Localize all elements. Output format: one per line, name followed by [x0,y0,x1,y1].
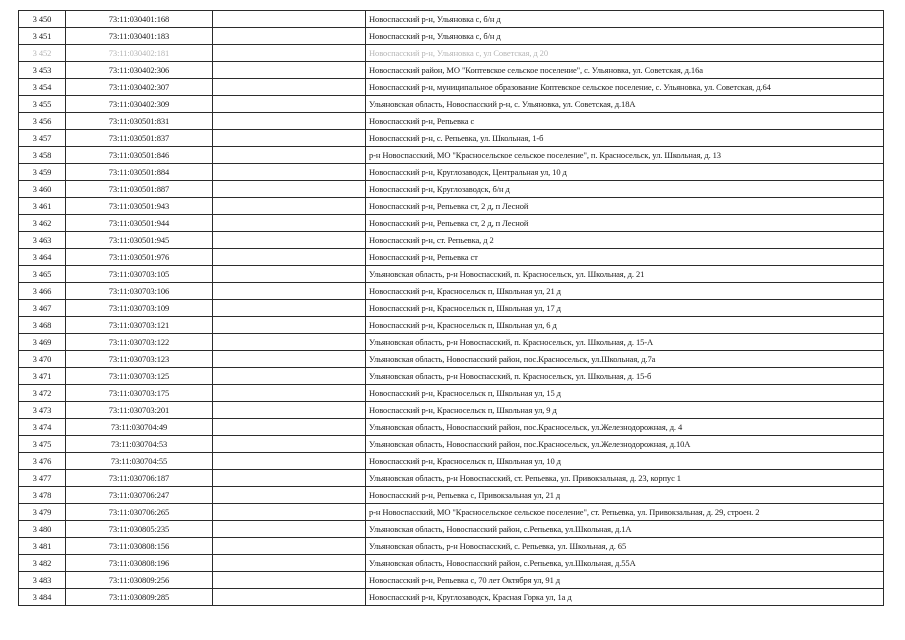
table-row [19,11,884,28]
address-cell: Ульяновская область, Новоспасский район, пос.Красносельск, ул.Школьная, д.7а [366,351,884,368]
cadastral-number-cell: 73:11:030703:123 [66,351,213,368]
table-row [19,504,884,521]
address-cell: Новоспасский р-н, Красносельск п, Школьная ул, 6 д [366,317,884,334]
address-cell: Новоспасский р-н, Круглозаводск, б/н д [366,181,884,198]
cadastral-number-cell: 73:11:030703:106 [66,283,213,300]
address-cell: Новоспасский р-н, муниципальное образование Коптевское сельское поселение, с. Ульяновка, ул. Советская, д.64 [366,79,884,96]
row-number-cell: 3 468 [19,317,66,334]
address-cell: Ульяновская область, р-н Новоспасский, ст. Репьевка, ул. Привокзальная, д. 23, корпус 1 [366,470,884,487]
empty-cell [213,28,366,45]
row-number-cell: 3 475 [19,436,66,453]
row-number-cell: 3 473 [19,402,66,419]
address-cell: Новоспасский р-н, Красносельск п, Школьная ул, 9 д [366,402,884,419]
empty-cell [213,436,366,453]
row-number-cell: 3 481 [19,538,66,555]
row-number-cell: 3 477 [19,470,66,487]
cadastral-number-cell: 73:11:030703:201 [66,402,213,419]
row-number-cell: 3 465 [19,266,66,283]
empty-cell [213,385,366,402]
table-row [19,402,884,419]
table-row [19,368,884,385]
cadastral-number-cell: 73:11:030501:884 [66,164,213,181]
empty-cell [213,334,366,351]
table-row [19,453,884,470]
address-cell: Новоспасский р-н, Репьевка с [366,113,884,130]
address-cell: Новоспасский р-н, Красносельск п, Школьная ул, 17 д [366,300,884,317]
empty-cell [213,147,366,164]
empty-cell [213,538,366,555]
address-cell: Ульяновская область, р-н Новоспасский, п. Красносельск, ул. Школьная, д. 21 [366,266,884,283]
empty-cell [213,113,366,130]
address-cell: Ульяновская область, р-н Новоспасский, п. Красносельск, ул. Школьная, д. 15-б [366,368,884,385]
table-row [19,351,884,368]
cadastral-number-cell: 73:11:030704:49 [66,419,213,436]
empty-cell [213,11,366,28]
empty-cell [213,317,366,334]
cadastral-number-cell: 73:11:030706:247 [66,487,213,504]
table-row [19,130,884,147]
table-row [19,300,884,317]
cadastral-number-cell: 73:11:030501:944 [66,215,213,232]
table-row [19,266,884,283]
cadastral-number-cell: 73:11:030402:306 [66,62,213,79]
address-cell: Новоспасский р-н, Красносельск п, Школьная ул, 21 д [366,283,884,300]
address-cell: р-н Новоспасский, МО "Красносельское сельское поселение", п. Красносельск, ул. Школьная, д. 13 [366,147,884,164]
cadastral-number-cell: 73:11:030402:181 [66,45,213,62]
row-number-cell: 3 482 [19,555,66,572]
empty-cell [213,215,366,232]
row-number-cell: 3 462 [19,215,66,232]
cadastral-number-cell: 73:11:030706:265 [66,504,213,521]
address-cell: Новоспасский р-н, Красносельск п, Школьная ул, 10 д [366,453,884,470]
row-number-cell: 3 451 [19,28,66,45]
row-number-cell: 3 452 [19,45,66,62]
table-row [19,334,884,351]
empty-cell [213,521,366,538]
empty-cell [213,232,366,249]
address-cell: Новоспасский р-н, ст. Репьевка, д 2 [366,232,884,249]
table-row [19,555,884,572]
row-number-cell: 3 466 [19,283,66,300]
cadastral-number-cell: 73:11:030808:156 [66,538,213,555]
empty-cell [213,300,366,317]
cadastral-number-cell: 73:11:030501:887 [66,181,213,198]
property-registry-table [18,10,884,606]
row-number-cell: 3 457 [19,130,66,147]
address-cell: Новоспасский р-н, Ульяновка с, б/н д [366,11,884,28]
cadastral-number-cell: 73:11:030401:183 [66,28,213,45]
cadastral-number-cell: 73:11:030501:943 [66,198,213,215]
row-number-cell: 3 455 [19,96,66,113]
address-cell: Новоспасский р-н, Репьевка с, 70 лет Октября ул, 91 д [366,572,884,589]
row-number-cell: 3 474 [19,419,66,436]
row-number-cell: 3 453 [19,62,66,79]
row-number-cell: 3 458 [19,147,66,164]
row-number-cell: 3 454 [19,79,66,96]
cadastral-number-cell: 73:11:030501:837 [66,130,213,147]
address-cell: Новоспасский р-н, Репьевка с, Привокзальная ул, 21 д [366,487,884,504]
address-cell: Ульяновская область, р-н Новоспасский, п. Красносельск, ул. Школьная, д. 15-А [366,334,884,351]
cadastral-number-cell: 73:11:030703:105 [66,266,213,283]
cadastral-number-cell: 73:11:030704:55 [66,453,213,470]
table-row [19,487,884,504]
table-row [19,572,884,589]
registry-sheet [18,10,884,606]
table-row [19,198,884,215]
cadastral-number-cell: 73:11:030501:831 [66,113,213,130]
address-cell: Ульяновская область, Новоспасский район, пос.Красносельск, ул.Железнодорожная, д.10А [366,436,884,453]
row-number-cell: 3 460 [19,181,66,198]
cadastral-number-cell: 73:11:030703:175 [66,385,213,402]
row-number-cell: 3 463 [19,232,66,249]
empty-cell [213,487,366,504]
empty-cell [213,130,366,147]
row-number-cell: 3 478 [19,487,66,504]
table-row [19,215,884,232]
row-number-cell: 3 464 [19,249,66,266]
address-cell: Ульяновская область, Новоспасский р-н, с. Ульяновка, ул. Советская, д.18А [366,96,884,113]
address-cell: Новоспасский район, МО "Коптевское сельское поселение", с. Ульяновка, ул. Советская, д.16а [366,62,884,79]
table-row [19,232,884,249]
row-number-cell: 3 476 [19,453,66,470]
row-number-cell: 3 469 [19,334,66,351]
table-row [19,113,884,130]
table-row [19,28,884,45]
empty-cell [213,45,366,62]
cadastral-number-cell: 73:11:030703:122 [66,334,213,351]
row-number-cell: 3 484 [19,589,66,606]
row-number-cell: 3 483 [19,572,66,589]
empty-cell [213,198,366,215]
table-row [19,164,884,181]
empty-cell [213,589,366,606]
address-cell: Новоспасский р-н, Ульяновка с, б/н д [366,28,884,45]
cadastral-number-cell: 73:11:030809:256 [66,572,213,589]
empty-cell [213,266,366,283]
address-cell: Ульяновская область, Новоспасский район, с.Репьевка, ул.Школьная, д.55А [366,555,884,572]
cadastral-number-cell: 73:11:030501:976 [66,249,213,266]
empty-cell [213,470,366,487]
registry-body [19,11,884,606]
row-number-cell: 3 470 [19,351,66,368]
address-cell: р-н Новоспасский, МО "Красносельское сельское поселение", ст. Репьевка, ул. Привокзальная, д. 29, строен. 2 [366,504,884,521]
empty-cell [213,572,366,589]
row-number-cell: 3 480 [19,521,66,538]
address-cell: Новоспасский р-н, с. Репьевка, ул. Школьная, 1-б [366,130,884,147]
table-row [19,181,884,198]
address-cell: Ульяновская область, р-н Новоспасский, с. Репьевка, ул. Школьная, д. 65 [366,538,884,555]
empty-cell [213,419,366,436]
table-row [19,470,884,487]
empty-cell [213,96,366,113]
empty-cell [213,368,366,385]
table-row [19,317,884,334]
empty-cell [213,164,366,181]
empty-cell [213,79,366,96]
table-row [19,79,884,96]
cadastral-number-cell: 73:11:030402:307 [66,79,213,96]
cadastral-number-cell: 73:11:030703:121 [66,317,213,334]
table-row [19,521,884,538]
table-row [19,385,884,402]
empty-cell [213,504,366,521]
row-number-cell: 3 456 [19,113,66,130]
table-row [19,45,884,62]
address-cell: Новоспасский р-н, Репьевка ст, 2 д, п Лесной [366,215,884,232]
table-row [19,538,884,555]
address-cell: Новоспасский р-н, Круглозаводск, Красная Горка ул, 1а д [366,589,884,606]
empty-cell [213,453,366,470]
empty-cell [213,402,366,419]
table-row [19,62,884,79]
address-cell: Ульяновская область, Новоспасский район, пос.Красносельск, ул.Железнодорожная, д. 4 [366,419,884,436]
row-number-cell: 3 471 [19,368,66,385]
empty-cell [213,351,366,368]
cadastral-number-cell: 73:11:030501:846 [66,147,213,164]
cadastral-number-cell: 73:11:030703:109 [66,300,213,317]
cadastral-number-cell: 73:11:030501:945 [66,232,213,249]
empty-cell [213,283,366,300]
empty-cell [213,249,366,266]
address-cell: Ульяновская область, Новоспасский район, с.Репьевка, ул.Школьная, д.1А [366,521,884,538]
empty-cell [213,181,366,198]
address-cell: Новоспасский р-н, Репьевка ст [366,249,884,266]
table-row [19,283,884,300]
cadastral-number-cell: 73:11:030805:235 [66,521,213,538]
row-number-cell: 3 479 [19,504,66,521]
table-row [19,589,884,606]
cadastral-number-cell: 73:11:030809:285 [66,589,213,606]
table-row [19,147,884,164]
address-cell: Новоспасский р-н, Красносельск п, Школьная ул, 15 д [366,385,884,402]
address-cell: Новоспасский р-н, Репьевка ст, 2 д, п Лесной [366,198,884,215]
cadastral-number-cell: 73:11:030808:196 [66,555,213,572]
row-number-cell: 3 459 [19,164,66,181]
table-row [19,419,884,436]
table-row [19,96,884,113]
table-row [19,249,884,266]
row-number-cell: 3 461 [19,198,66,215]
address-cell: Новоспасский р-н, Круглозаводск, Центральная ул, 10 д [366,164,884,181]
row-number-cell: 3 467 [19,300,66,317]
empty-cell [213,555,366,572]
table-row [19,436,884,453]
cadastral-number-cell: 73:11:030706:187 [66,470,213,487]
cadastral-number-cell: 73:11:030401:168 [66,11,213,28]
row-number-cell: 3 450 [19,11,66,28]
row-number-cell: 3 472 [19,385,66,402]
cadastral-number-cell: 73:11:030703:125 [66,368,213,385]
cadastral-number-cell: 73:11:030402:309 [66,96,213,113]
cadastral-number-cell: 73:11:030704:53 [66,436,213,453]
address-cell: Новоспасский р-н, Ульяновка с, ул Советская, д 20 [366,45,884,62]
empty-cell [213,62,366,79]
